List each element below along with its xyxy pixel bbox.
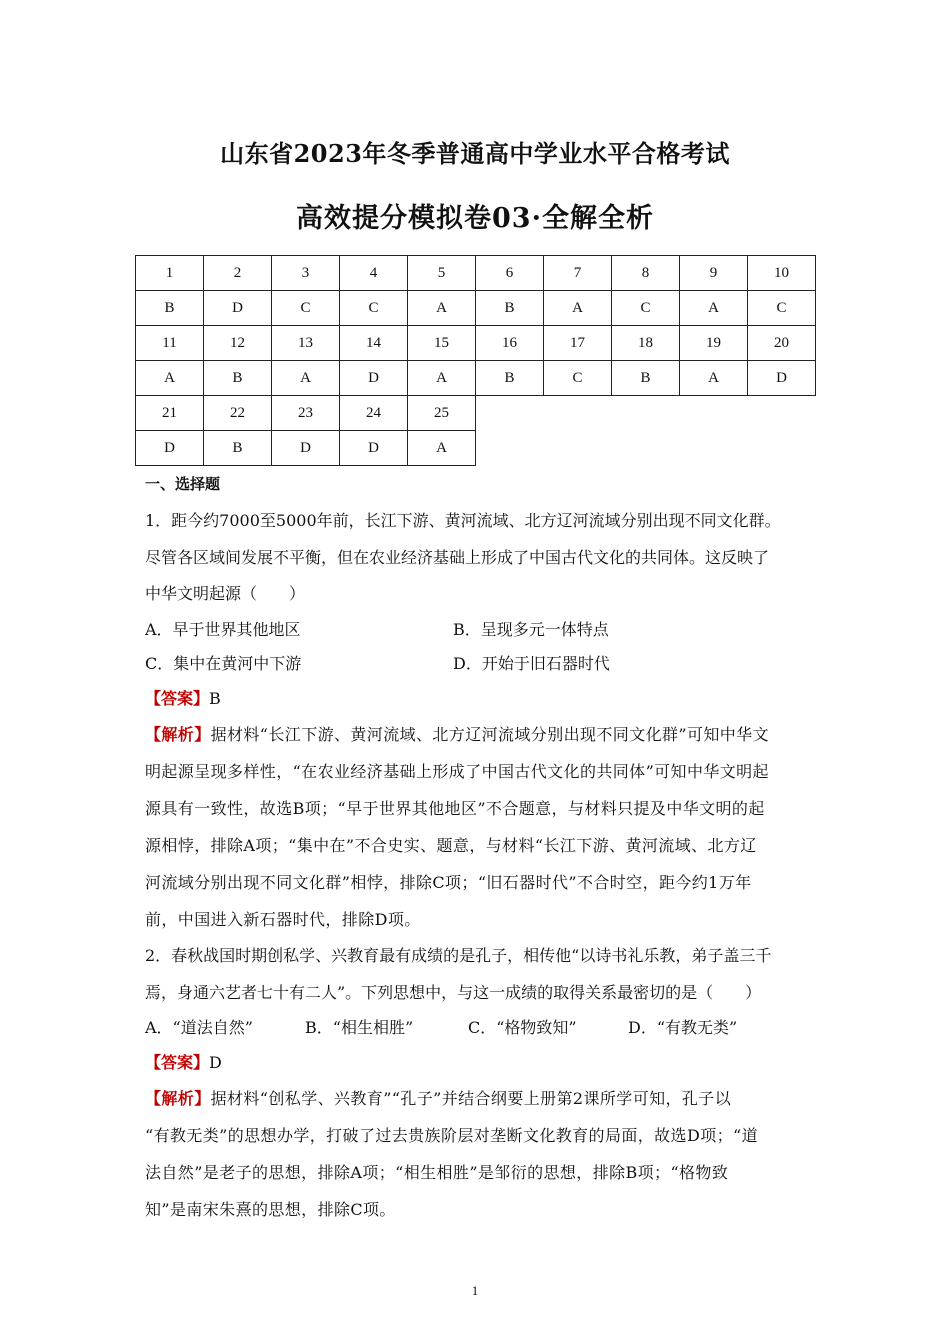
empty-cell <box>680 431 748 466</box>
table-cell: 20 <box>748 326 816 361</box>
table-cell: 8 <box>612 256 680 291</box>
table-cell: 19 <box>680 326 748 361</box>
table-cell: C <box>272 291 340 326</box>
empty-cell <box>544 431 612 466</box>
page-number: 1 <box>471 1283 479 1298</box>
table-cell: B <box>204 361 272 396</box>
table-cell: B <box>204 431 272 466</box>
table-row <box>136 361 816 396</box>
empty-cell <box>748 396 816 431</box>
q2-answer-line <box>145 1050 222 1073</box>
table-cell: D <box>340 431 408 466</box>
q1-option-a: A．早于世界其他地区 <box>145 620 301 639</box>
table-cell: A <box>680 291 748 326</box>
q2-analysis-line: 知”是南宋朱熹的思想，排除C项。 <box>145 1200 396 1219</box>
table-cell: B <box>612 361 680 396</box>
table-cell: 2 <box>204 256 272 291</box>
empty-cell <box>748 431 816 466</box>
section-heading: 一、选择题 <box>145 475 221 493</box>
empty-cell <box>612 431 680 466</box>
table-cell: 23 <box>272 396 340 431</box>
table-cell: D <box>272 431 340 466</box>
q2-stem-line: 2．春秋战国时期创私学、兴教育最有成绩的是孔子，相传他“以诗书礼乐教，弟子盖三千 <box>145 946 772 965</box>
q2-option-b: B．“相生相胜” <box>305 1018 414 1037</box>
q1-stem-line: 尽管各区域间发展不平衡，但在农业经济基础上形成了中国古代文化的共同体。这反映了 <box>145 548 770 567</box>
q1-analysis-line <box>145 722 769 745</box>
q1-option-b: B．呈现多元一体特点 <box>453 620 609 639</box>
table-row <box>136 431 816 466</box>
table-cell: 14 <box>340 326 408 361</box>
q1-option-c: C．集中在黄河中下游 <box>145 654 302 673</box>
q1-analysis-line: 源相悖，排除A项；“集中在”不合史实、题意，与材料“长江下游、黄河流域、北方辽 <box>145 836 757 855</box>
empty-cell <box>612 396 680 431</box>
table-cell: 24 <box>340 396 408 431</box>
table-cell: D <box>748 361 816 396</box>
table-cell: B <box>476 291 544 326</box>
table-cell: 15 <box>408 326 476 361</box>
table-cell: 12 <box>204 326 272 361</box>
table-cell: A <box>544 291 612 326</box>
exam-title: 山东省2023年冬季普通高中学业水平合格考试 <box>220 139 730 168</box>
table-cell: D <box>340 361 408 396</box>
q2-option-d: D．“有教无类” <box>628 1018 738 1037</box>
table-cell: 17 <box>544 326 612 361</box>
table-cell: 21 <box>136 396 204 431</box>
q2-analysis-line <box>145 1086 731 1109</box>
q1-analysis-line: 源具有一致性，故选B项；“早于世界其他地区”不合题意，与材料只提及中华文明的起 <box>145 799 765 818</box>
empty-cell <box>476 396 544 431</box>
table-cell: D <box>136 431 204 466</box>
q2-stem-line: 焉，身通六艺者七十有二人”。下列思想中，与这一成绩的取得关系最密切的是（ ） <box>145 983 762 1002</box>
table-cell: 4 <box>340 256 408 291</box>
table-cell: A <box>408 431 476 466</box>
empty-cell <box>476 431 544 466</box>
table-cell: C <box>340 291 408 326</box>
table-cell: D <box>204 291 272 326</box>
analysis-label: 【解析】 <box>145 725 211 744</box>
table-cell: C <box>748 291 816 326</box>
table-cell: 6 <box>476 256 544 291</box>
q1-analysis-line: 河流域分别出现不同文化群”相悖，排除C项；“旧石器时代”不合时空，距今约1万年 <box>145 873 752 892</box>
q1-analysis-line: 前，中国进入新石器时代，排除D项。 <box>145 910 421 929</box>
table-cell: 10 <box>748 256 816 291</box>
q2-option-c: C．“格物致知” <box>468 1018 577 1037</box>
table-cell: 9 <box>680 256 748 291</box>
answer-key-table <box>135 255 816 466</box>
table-cell: 3 <box>272 256 340 291</box>
table-row <box>136 291 816 326</box>
table-cell: B <box>476 361 544 396</box>
q1-answer: B <box>209 689 221 708</box>
q2-option-a: A．“道法自然” <box>145 1018 253 1037</box>
table-cell: 22 <box>204 396 272 431</box>
analysis-label: 【解析】 <box>145 1089 211 1108</box>
exam-subtitle: 高效提分模拟卷03·全解全析 <box>296 203 654 234</box>
table-cell: 11 <box>136 326 204 361</box>
q1-option-d: D．开始于旧石器时代 <box>453 654 610 673</box>
table-cell: 1 <box>136 256 204 291</box>
table-cell: 7 <box>544 256 612 291</box>
q2-analysis-line: “有教无类”的思想办学，打破了过去贵族阶层对垄断文化教育的局面，故选D项；“道 <box>145 1126 758 1145</box>
table-cell: A <box>680 361 748 396</box>
table-cell: 18 <box>612 326 680 361</box>
q1-analysis-text: 据材料“长江下游、黄河流域、北方辽河流域分别出现不同文化群”可知中华文 <box>210 725 769 744</box>
q2-analysis-text: 据材料“创私学、兴教育”“孔子”并结合纲要上册第2课所学可知，孔子以 <box>210 1089 732 1108</box>
answer-label: 【答案】 <box>145 689 210 708</box>
table-cell: A <box>408 361 476 396</box>
q2-answer: D <box>209 1053 222 1072</box>
q1-stem-line: 中华文明起源（ ） <box>145 584 306 603</box>
q1-answer-line <box>145 686 221 709</box>
empty-cell <box>680 396 748 431</box>
table-cell: 16 <box>476 326 544 361</box>
table-cell: 25 <box>408 396 476 431</box>
table-cell: B <box>136 291 204 326</box>
q1-stem-line: 1．距今约7000至5000年前，长江下游、黄河流域、北方辽河流域分别出现不同文化群。 <box>145 511 781 530</box>
table-row <box>136 326 816 361</box>
table-cell: 13 <box>272 326 340 361</box>
answer-label: 【答案】 <box>145 1053 210 1072</box>
table-row <box>136 256 816 291</box>
q2-analysis-line: 法自然”是老子的思想，排除A项；“相生相胜”是邹衍的思想，排除B项；“格物致 <box>145 1163 729 1182</box>
table-cell: A <box>408 291 476 326</box>
table-cell: 5 <box>408 256 476 291</box>
table-row <box>136 396 816 431</box>
table-cell: A <box>136 361 204 396</box>
table-cell: C <box>612 291 680 326</box>
empty-cell <box>544 396 612 431</box>
table-cell: A <box>272 361 340 396</box>
q1-analysis-line: 明起源呈现多样性，“在农业经济基础上形成了中国古代文化的共同体”可知中华文明起 <box>145 762 769 781</box>
table-cell: C <box>544 361 612 396</box>
